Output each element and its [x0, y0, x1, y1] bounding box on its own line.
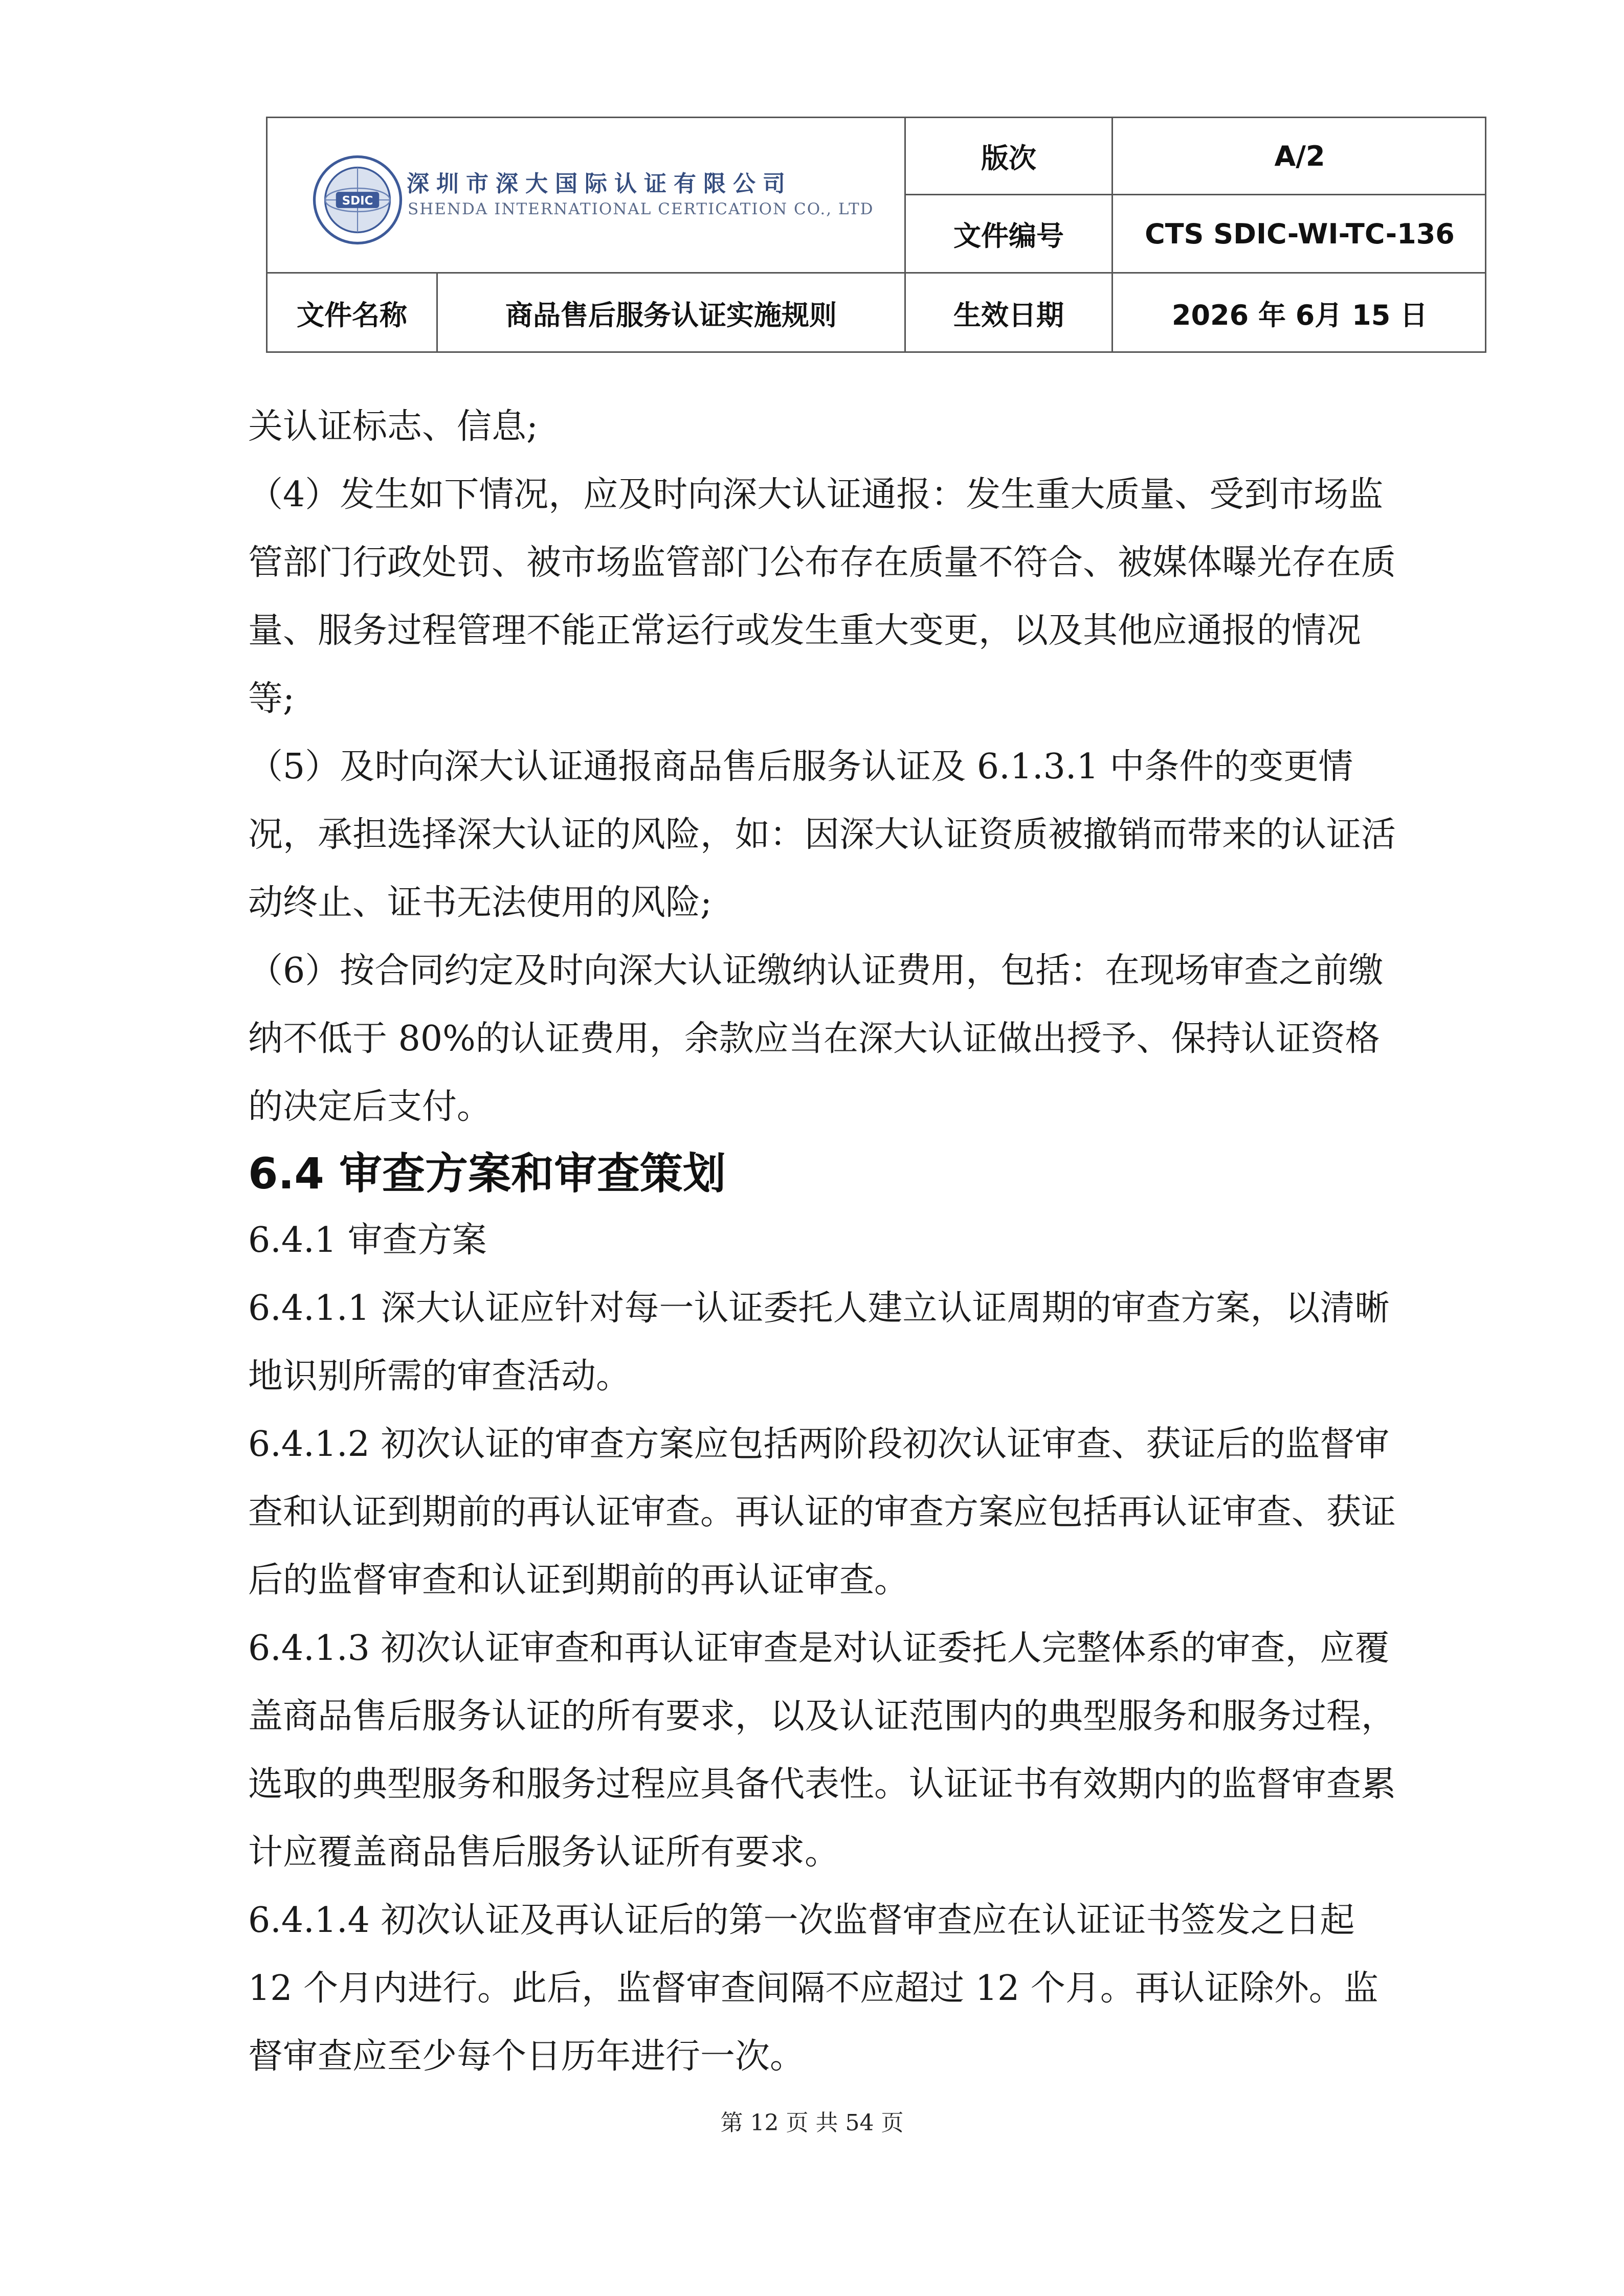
company-name-en: SHENDA INTERNATIONAL CERTICATION CO., LTD — [408, 200, 874, 218]
logo-text: SDIC — [342, 194, 373, 208]
document-body — [248, 393, 1404, 2090]
docno-value: CTS SDIC-WI-TC-136 — [1145, 217, 1455, 250]
docname-label: 文件名称 — [297, 299, 407, 331]
paragraph: （4）发生如下情况，应及时向深大认证通报：发生重大质量、受到市场监管部门行政处罚、被市场监管部门公布存在质量不符合、被媒体曝光存在质量、服务过程管理不能正常运行或发生重大变更，以及其他应通报的情况等; — [248, 475, 1396, 719]
version-value: A/2 — [1274, 140, 1325, 172]
section-heading: 6.4 审查方案和审查策划 — [248, 1149, 726, 1199]
paragraph: 6.4.1.1 深大认证应针对每一认证委托人建立认证周期的审查方案，以清晰地识别所需的审查活动。 — [248, 1288, 1390, 1397]
company-logo-block — [268, 118, 904, 272]
version-label: 版次 — [981, 142, 1036, 174]
paragraph: （5）及时向深大认证通报商品售后服务认证及 6.1.3.1 中条件的变更情况，承担选择深大认证的风险，如：因深大认证资质被撤销而带来的认证活动终止、证书无法使用的风险; — [248, 747, 1396, 923]
paragraph: 6.4.1.2 初次认证的审查方案应包括两阶段初次认证审查、获证后的监督审查和认证到期前的再认证审查。再认证的审查方案应包括再认证审查、获证后的监督审查和认证到期前的再认证审查。 — [248, 1424, 1396, 1601]
page-number: 第 12 页 共 54 页 — [720, 2110, 904, 2136]
paragraph: 关认证标志、信息; — [248, 407, 538, 447]
docno-label: 文件编号 — [953, 219, 1064, 252]
company-seal-logo — [313, 155, 403, 245]
subsection-heading: 6.4.1 审查方案 — [248, 1220, 487, 1260]
paragraph: 6.4.1.3 初次认证审查和再认证审查是对认证委托人完整体系的审查，应覆盖商品售后服务认证的所有要求，以及认证范围内的典型服务和服务过程，选取的典型服务和服务过程应具备代表性。认证证书有效期内的监督审查累计应覆盖商品售后服务认证所有要求。 — [248, 1628, 1396, 1873]
company-name-cn: 深圳市深大国际认证有限公司 — [407, 171, 792, 197]
docname-value: 商品售后服务认证实施规则 — [505, 299, 837, 331]
paragraph: （6）按合同约定及时向深大认证缴纳认证费用，包括：在现场审查之前缴纳不低于 80%的认证费用，余款应当在深大认证做出授予、保持认证资格的决定后支付。 — [248, 951, 1384, 1127]
effective-date-label: 生效日期 — [953, 299, 1064, 331]
document-header-table — [266, 117, 1486, 353]
effective-date-value: 2026 年 6月 15 日 — [1171, 299, 1428, 331]
paragraph: 6.4.1.4 初次认证及再认证后的第一次监督审查应在认证证书签发之日起 12 个月内进行。此后，监督审查间隔不应超过 12 个月。再认证除外。监督审查应至少每个日历年进行一次。 — [248, 1900, 1378, 2077]
